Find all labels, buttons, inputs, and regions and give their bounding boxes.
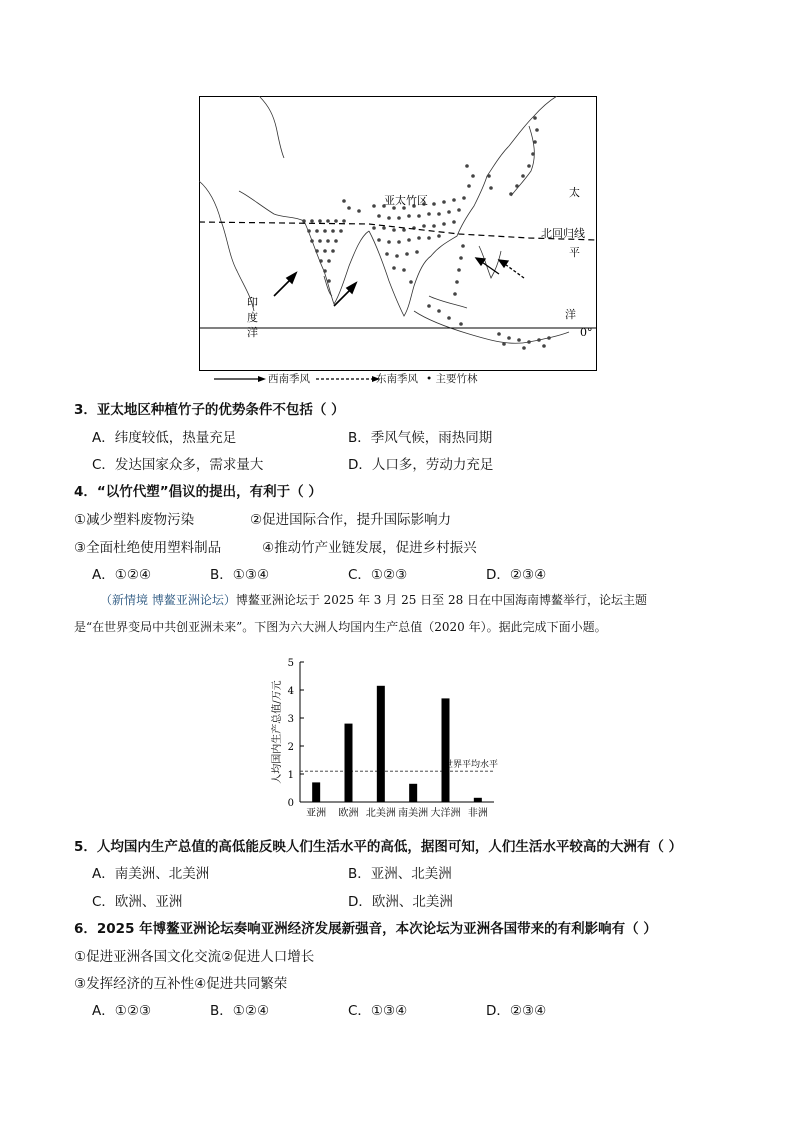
x-tick-label: 非洲 [467, 808, 488, 819]
context-line-1 [100, 591, 647, 608]
q3-option-d[interactable]: D．人口多，劳动力充足 [348, 457, 494, 473]
x-tick-label: 欧洲 [338, 808, 359, 819]
map-legend [214, 371, 554, 387]
se-monsoon-legend-arrow [316, 375, 380, 383]
q4-option-b[interactable]: B．①③④ [210, 567, 270, 583]
q3-stem: 3．亚太地区种植竹子的优势条件不包括（ ） [74, 402, 345, 418]
q3-option-c[interactable]: C．发达国家众多，需求量大 [92, 457, 264, 473]
x-tick-label: 南美洲 [398, 808, 429, 819]
context-tag: （新情境 博鳌亚洲论坛） [100, 593, 236, 607]
context-line-2: 是“在世界变局中共创亚洲未来”。下图为六大洲人均国内生产总值（2020 年）。据此完成下面小题。 [74, 620, 607, 634]
q5-option-b[interactable]: B．亚洲、北美洲 [348, 866, 452, 882]
q4-option-d[interactable]: D．②③④ [486, 567, 547, 583]
q6-option-a[interactable]: A．①②③ [92, 1003, 152, 1019]
world-average-label: 世界平均水平 [443, 760, 498, 771]
asia-pacific-bamboo-map [199, 96, 597, 371]
bar-1 [345, 724, 353, 802]
x-tick-label: 大洋洲 [430, 808, 461, 819]
y-axis-label: 人均国内生产总值/万元 [272, 680, 283, 784]
q6-option-c[interactable]: C．①③④ [348, 1003, 408, 1019]
q4-statement-1: ①减少塑料废物污染 [74, 512, 195, 528]
x-tick-label: 北美洲 [365, 808, 396, 819]
equator-label: 0° [580, 326, 593, 339]
indian-ocean-label-2: 度 [247, 311, 258, 324]
bamboo-legend-label: • 主要竹林 [426, 373, 478, 385]
tropic-label: 北回归线 [541, 227, 585, 240]
q4-stem: 4．“以竹代塑”倡议的提出，有利于（ ） [74, 484, 322, 500]
q3-option-b[interactable]: B．季风气候，雨热同期 [348, 430, 493, 446]
q6-option-b[interactable]: B．①②④ [210, 1003, 270, 1019]
bar-2 [377, 686, 385, 802]
x-tick-label: 亚洲 [306, 808, 327, 819]
q6-statements-3-4: ③发挥经济的互补性④促进共同繁荣 [74, 976, 288, 992]
q6-statements-1-2: ①促进亚洲各国文化交流②促进人口增长 [74, 949, 315, 965]
y-tick-label: 5 [287, 658, 294, 669]
q3-option-a[interactable]: A．纬度较低，热量充足 [92, 430, 237, 446]
chart-bars [312, 686, 482, 802]
q6-option-d[interactable]: D．②③④ [486, 1003, 547, 1019]
bar-3 [409, 784, 417, 802]
y-tick-label: 3 [287, 714, 294, 725]
y-tick-label: 2 [287, 742, 294, 753]
q4-statement-2: ②促进国际合作，提升国际影响力 [250, 512, 452, 528]
sw-monsoon-legend-label: 西南季风 [268, 373, 310, 385]
context-text-1: 博鳌亚洲论坛于 2025 年 3 月 25 日至 28 日在中国海南博鳌举行，论坛主题 [235, 593, 648, 607]
pacific-label-1: 太 [569, 186, 580, 199]
gdp-per-capita-chart [262, 652, 512, 822]
q5-stem: 5．人均国内生产总值的高低能反映人们生活水平的高低，据图可知，人们生活水平较高的大洲有（ ） [74, 839, 683, 855]
q4-statement-3: ③全面杜绝使用塑料制品 [74, 540, 222, 556]
y-tick-label: 0 [287, 798, 294, 809]
sw-monsoon-legend-arrow [214, 375, 266, 383]
bar-0 [312, 782, 320, 802]
indian-ocean-label-1: 印 [247, 296, 258, 309]
y-tick-label: 4 [287, 686, 294, 697]
bamboo-region-label: 亚太竹区 [384, 194, 428, 207]
bar-5 [474, 798, 482, 802]
pacific-label-2: 平 [569, 246, 580, 259]
q6-stem: 6．2025 年博鳌亚洲论坛奏响亚洲经济发展新强音，本次论坛为亚洲各国带来的有利影响有（ ） [74, 921, 657, 937]
pacific-label-3: 洋 [565, 308, 576, 321]
se-monsoon-legend-label: 东南季风 [376, 373, 418, 385]
q4-option-c[interactable]: C．①②③ [348, 567, 408, 583]
q4-statement-4: ④推动竹产业链发展，促进乡村振兴 [262, 540, 477, 556]
q5-option-a[interactable]: A．南美洲、北美洲 [92, 866, 210, 882]
y-tick-label: 1 [287, 770, 294, 781]
chart-axes [300, 662, 494, 802]
q4-option-a[interactable]: A．①②④ [92, 567, 152, 583]
q5-option-d[interactable]: D．欧洲、北美洲 [348, 894, 453, 910]
q5-option-c[interactable]: C．欧洲、亚洲 [92, 894, 183, 910]
indian-ocean-label-3: 洋 [247, 326, 258, 339]
bar-4 [442, 698, 450, 802]
